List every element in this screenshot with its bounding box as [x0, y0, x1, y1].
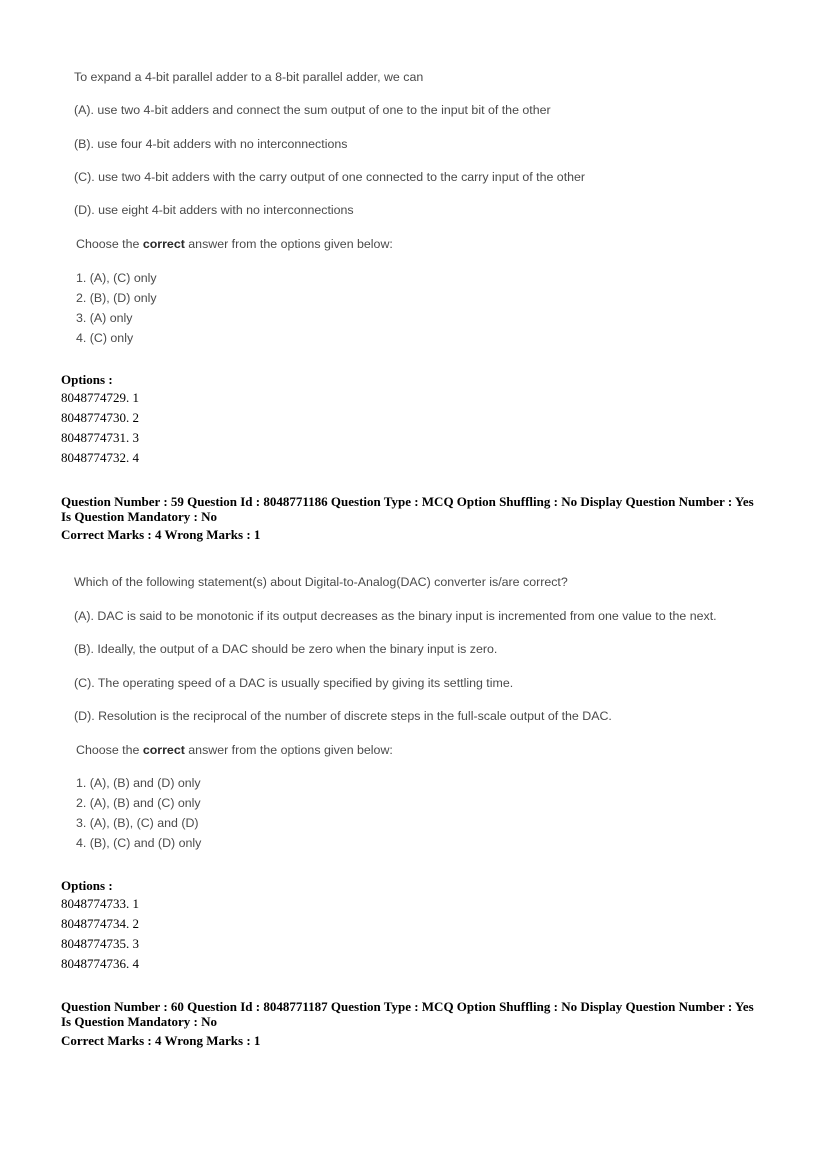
choice-1: 1. (A), (C) only: [76, 271, 157, 285]
question-mandatory: Is Question Mandatory : No: [61, 1014, 218, 1029]
question-marks: Correct Marks : 4 Wrong Marks : 1: [61, 1033, 261, 1048]
option-id-3: 8048774731. 3: [61, 430, 139, 445]
statement-b: (B). use four 4-bit adders with no interconnections: [74, 137, 348, 151]
question-marks: Correct Marks : 4 Wrong Marks : 1: [61, 527, 261, 542]
option-id-2: 8048774734. 2: [61, 916, 139, 931]
statement-c: (C). The operating speed of a DAC is usually specified by giving its settling time.: [74, 676, 514, 690]
statement-d: (D). use eight 4-bit adders with no interconnections: [74, 203, 354, 217]
options-label: Options :: [61, 878, 113, 893]
choose-instruction: Choose the correct answer from the options given below:: [76, 743, 393, 757]
choice-4: 4. (C) only: [76, 331, 134, 345]
statement-b: (B). Ideally, the output of a DAC should be zero when the binary input is zero.: [74, 642, 498, 656]
option-id-1: 8048774733. 1: [61, 896, 139, 911]
option-id-4: 8048774732. 4: [61, 450, 139, 465]
options-label: Options :: [61, 372, 113, 387]
option-id-1: 8048774729. 1: [61, 390, 139, 405]
choice-3: 3. (A), (B), (C) and (D): [76, 816, 199, 830]
option-id-2: 8048774730. 2: [61, 410, 139, 425]
statement-c: (C). use two 4-bit adders with the carry output of one connected to the carry input of the other: [74, 170, 586, 184]
statement-d: (D). Resolution is the reciprocal of the number of discrete steps in the full-scale output of the DAC.: [74, 709, 612, 723]
question-stem: To expand a 4-bit parallel adder to a 8-bit parallel adder, we can: [74, 70, 424, 84]
question-stem: Which of the following statement(s) about Digital-to-Analog(DAC) converter is/are correct?: [74, 575, 568, 589]
statement-a: (A). use two 4-bit adders and connect the sum output of one to the input bit of the other: [74, 103, 551, 117]
question-header: Question Number : 59 Question Id : 8048771186 Question Type : MCQ Option Shuffling : No Display Question Number : Yes: [61, 494, 754, 509]
choice-4: 4. (B), (C) and (D) only: [76, 836, 202, 850]
question-mandatory: Is Question Mandatory : No: [61, 509, 218, 524]
statement-a: (A). DAC is said to be monotonic if its output decreases as the binary input is incremented from one value to the next.: [74, 609, 717, 623]
choice-1: 1. (A), (B) and (D) only: [76, 776, 201, 790]
option-id-3: 8048774735. 3: [61, 936, 139, 951]
question-header: Question Number : 60 Question Id : 8048771187 Question Type : MCQ Option Shuffling : No Display Question Number : Yes: [61, 999, 754, 1014]
choose-instruction: Choose the correct answer from the options given below:: [76, 237, 393, 251]
choice-3: 3. (A) only: [76, 311, 133, 325]
option-id-4: 8048774736. 4: [61, 956, 139, 971]
choice-2: 2. (A), (B) and (C) only: [76, 796, 201, 810]
choice-2: 2. (B), (D) only: [76, 291, 157, 305]
